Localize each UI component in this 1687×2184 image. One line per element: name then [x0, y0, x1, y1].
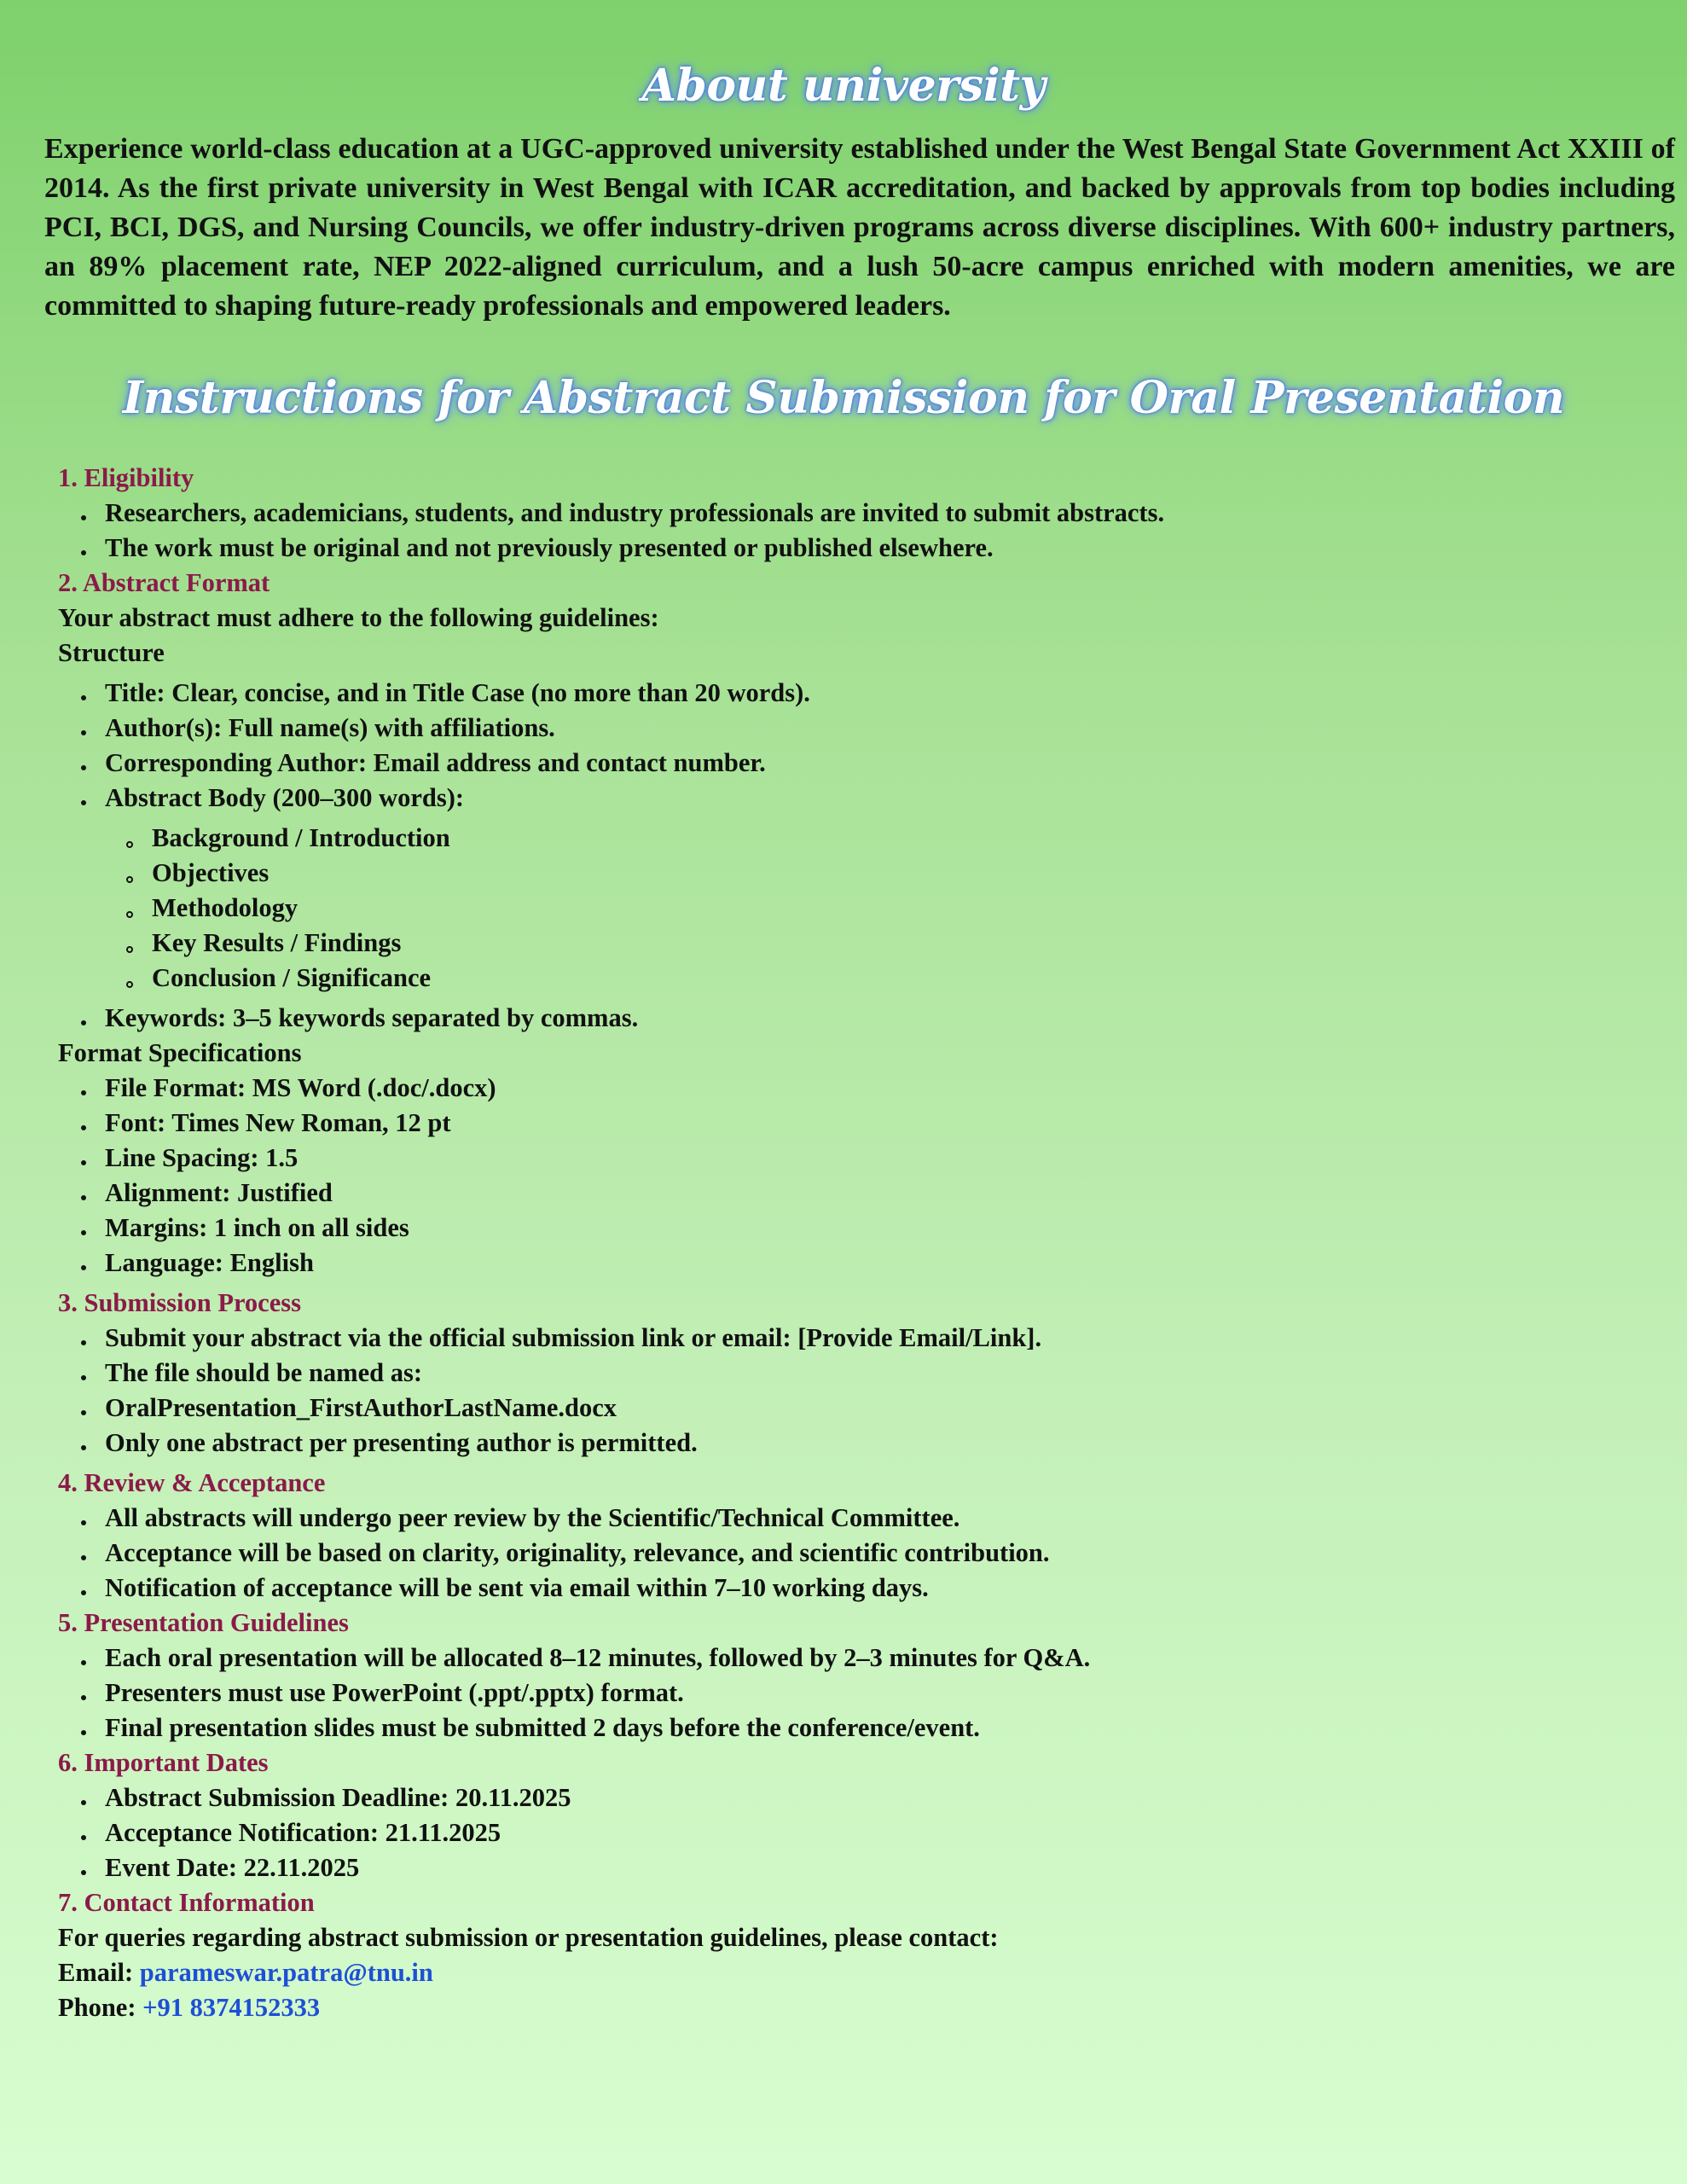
structure-label: Structure: [58, 638, 165, 667]
format-spec-label: Format Specifications: [58, 1038, 302, 1067]
list-item: The file should be named as:: [58, 1356, 1661, 1391]
list-item: Only one abstract per presenting author is permitted.: [58, 1426, 1661, 1461]
list-item: Language: English: [58, 1246, 1661, 1281]
phone-label: Phone:: [58, 1993, 143, 2022]
structure-list: [58, 676, 1661, 816]
list-item: Key Results / Findings: [58, 926, 1661, 961]
list-item: File Format: MS Word (.doc/.docx): [58, 1071, 1661, 1106]
list-item: Researchers, academicians, students, and industry professionals are invited to submit abstracts.: [58, 496, 1661, 531]
list-item: OralPresentation_FirstAuthorLastName.docx: [58, 1391, 1661, 1426]
instructions-title: Instructions for Abstract Submission for Oral Presentation: [122, 372, 1565, 424]
list-item: Objectives: [58, 856, 1661, 891]
list-item: Abstract Submission Deadline: 20.11.2025: [58, 1780, 1661, 1815]
list-item: Corresponding Author: Email address and contact number.: [58, 746, 1661, 781]
list-item: Keywords: 3–5 keywords separated by commas.: [58, 1001, 1661, 1036]
list-item: Notification of acceptance will be sent via email within 7–10 working days.: [58, 1571, 1661, 1606]
email-label: Email:: [58, 1958, 140, 1987]
submission-list: [58, 1321, 1661, 1461]
review-heading: 4. Review & Acceptance: [58, 1468, 326, 1497]
submission-heading: 3. Submission Process: [58, 1288, 301, 1317]
dates-list: [58, 1780, 1661, 1885]
instructions-content: [58, 461, 1661, 2025]
list-item: Author(s): Full name(s) with affiliations.: [58, 711, 1661, 746]
list-item: Acceptance will be based on clarity, originality, relevance, and scientific contribution.: [58, 1536, 1661, 1571]
review-list: [58, 1501, 1661, 1606]
abstract-body-list: [58, 821, 1661, 996]
abstract-format-heading: 2. Abstract Format: [58, 568, 270, 597]
contact-heading: 7. Contact Information: [58, 1888, 315, 1917]
email-link[interactable]: parameswar.patra@tnu.in: [139, 1958, 433, 1987]
list-item: Each oral presentation will be allocated 8–12 minutes, followed by 2–3 minutes for Q&A.: [58, 1641, 1661, 1676]
keywords-list: [58, 1001, 1661, 1036]
format-intro: Your abstract must adhere to the following guidelines:: [58, 603, 659, 632]
list-item: Abstract Body (200–300 words):: [58, 781, 1661, 816]
list-item: Font: Times New Roman, 12 pt: [58, 1106, 1661, 1141]
list-item: The work must be original and not previously presented or published elsewhere.: [58, 531, 1661, 566]
about-university-title: About university: [641, 60, 1046, 112]
list-item: Line Spacing: 1.5: [58, 1141, 1661, 1176]
list-item: Conclusion / Significance: [58, 961, 1661, 996]
list-item: Event Date: 22.11.2025: [58, 1850, 1661, 1885]
list-item: Title: Clear, concise, and in Title Case (no more than 20 words).: [58, 676, 1661, 711]
list-item: All abstracts will undergo peer review by the Scientific/Technical Committee.: [58, 1501, 1661, 1536]
contact-intro: For queries regarding abstract submission or presentation guidelines, please contact:: [58, 1923, 999, 1952]
list-item: Background / Introduction: [58, 821, 1661, 856]
list-item: Acceptance Notification: 21.11.2025: [58, 1815, 1661, 1850]
contact-phone-line: [58, 1990, 1661, 2025]
presentation-heading: 5. Presentation Guidelines: [58, 1608, 349, 1637]
about-university-text: Experience world-class education at a UGC-approved university established under the West Bengal State Government Act XXIII of 2014. As the first private university in West Bengal with ICAR accreditation, and backed by approvals from top bodies including PCI, BCI, DGS, and Nursing Councils, we offer industry-driven programs across diverse disciplines. With 600+ industry partners, an 89% placement rate, NEP 2022-aligned curriculum, and a lush 50-acre campus enriched with modern amenities, we are committed to shaping future-ready professionals and empowered leaders.: [44, 133, 1675, 322]
list-item: Margins: 1 inch on all sides: [58, 1211, 1661, 1246]
list-item: Methodology: [58, 891, 1661, 926]
list-item: Presenters must use PowerPoint (.ppt/.pptx) format.: [58, 1676, 1661, 1711]
list-item: Final presentation slides must be submitted 2 days before the conference/event.: [58, 1711, 1661, 1745]
presentation-list: [58, 1641, 1661, 1745]
eligibility-list: [58, 496, 1661, 566]
dates-heading: 6. Important Dates: [58, 1748, 269, 1777]
contact-email-line: [58, 1955, 1661, 1990]
list-item: Submit your abstract via the official submission link or email: [Provide Email/Link].: [58, 1321, 1661, 1356]
list-item: Alignment: Justified: [58, 1176, 1661, 1211]
format-spec-list: [58, 1071, 1661, 1281]
eligibility-heading: 1. Eligibility: [58, 463, 194, 492]
phone-link[interactable]: +91 8374152333: [142, 1993, 321, 2022]
